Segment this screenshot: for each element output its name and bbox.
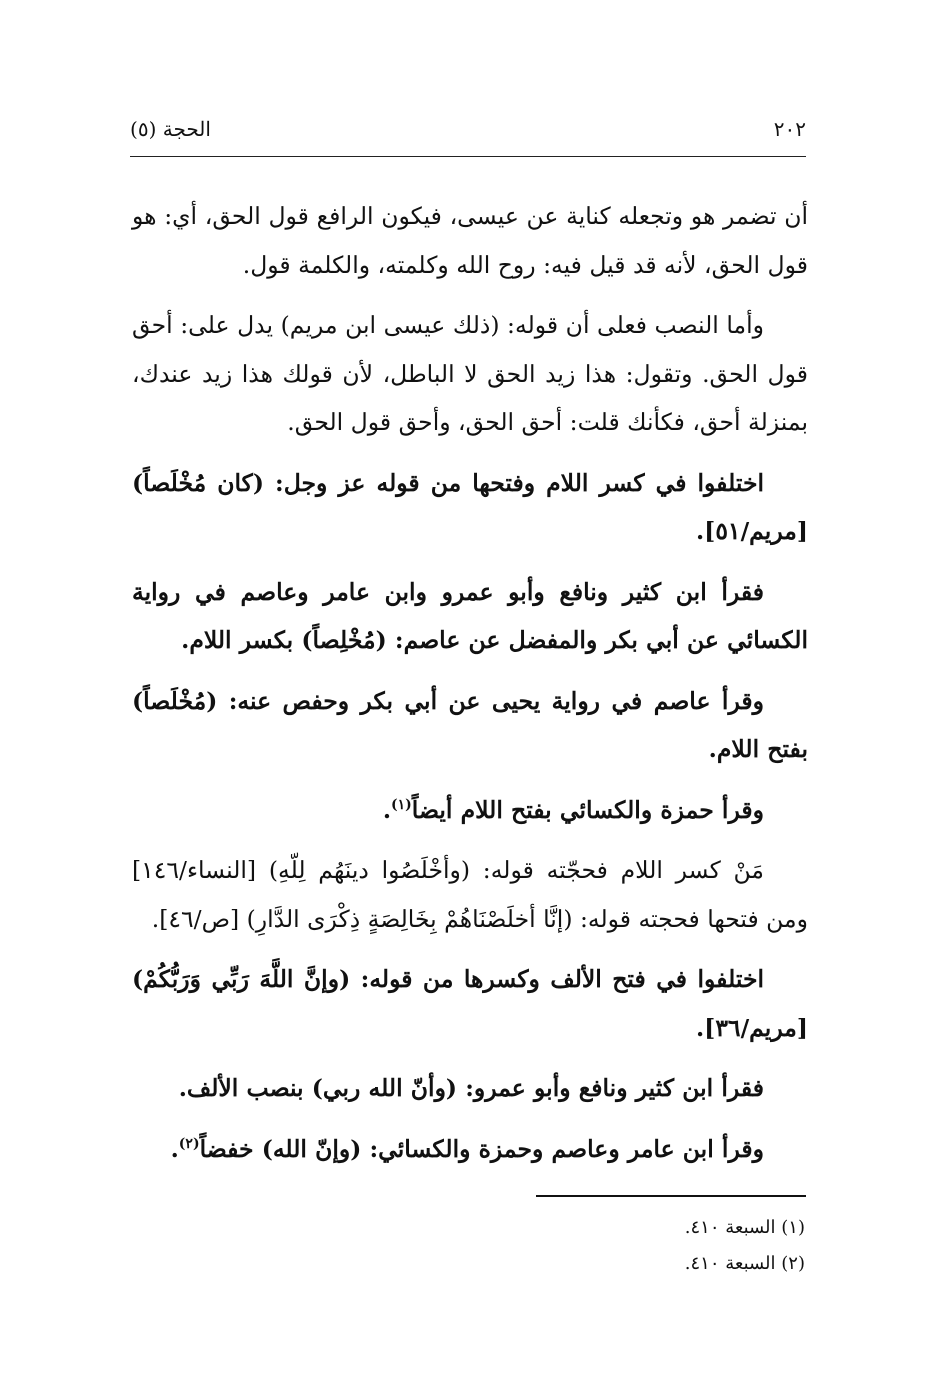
- paragraph-6-text: وقرأ حمزة والكسائي بفتح اللام أيضاً: [411, 795, 764, 824]
- paragraph-10: [132, 1125, 808, 1174]
- paragraph-2: وأما النصب فعلى أن قوله: (ذلك عيسى ابن مريم) يدل على: أحق قول الحق. وتقول: هذا زيد الحق لا الباطل، لأن قولك هذا زيد عندك، بمنزلة أحق، فكأنك قلت: أحق الحق، وأحق قول الحق.: [132, 311, 808, 436]
- footnote-mark-1: (١): [391, 796, 412, 813]
- paragraph-5: وقرأ عاصم في رواية يحيى عن أبي بكر وحفص عنه: (مُخْلَصاً) بفتح اللام.: [132, 686, 808, 763]
- page-number: ٢٠٢: [773, 117, 806, 141]
- footnote-2: (٢) السبعة ٤١٠.: [684, 1253, 805, 1274]
- header-rule: [130, 156, 806, 157]
- paragraph-10-end: .: [170, 1134, 179, 1163]
- paragraph-8: اختلفوا في فتح الألف وكسرها من قوله: (وإنَّ اللَّهَ رَبِّي وَرَبُّكُمْ) [مريم/٣٦].: [132, 965, 808, 1042]
- paragraph-1: أن تضمر هو وتجعله كناية عن عيسى، فيكون الرافع قول الحق، أي: هو قول الحق، لأنه قد قيل فيه: روح الله وكلمته، والكلمة قول.: [132, 202, 808, 279]
- paragraph-10-text: وقرأ ابن عامر وعاصم وحمزة والكسائي: (وإنّ الله) خفضاً: [199, 1134, 764, 1163]
- footnote-1: (١) السبعة ٤١٠.: [684, 1217, 805, 1238]
- paragraph-6-end: .: [382, 795, 392, 824]
- paragraph-9: فقرأ ابن كثير ونافع وأبو عمرو: (وأنّ الله ربي) بنصب الألف.: [178, 1074, 764, 1102]
- footnote-mark-2: (٢): [178, 1135, 200, 1152]
- running-header: [130, 112, 806, 146]
- running-title: الحجة (٥): [130, 117, 211, 141]
- paragraph-6: [132, 786, 808, 835]
- paragraph-3: اختلفوا في كسر اللام وفتحها من قوله عز وجل: (كان مُخْلَصاً) [مريم/٥١].: [132, 468, 808, 545]
- footnotes: [400, 1210, 805, 1282]
- paragraph-7: مَنْ كسر اللام فحجّته قوله: (وأخْلَصُوا دينَهُم لِلّهِ) [النساء/١٤٦] ومن فتحها فحجته قوله: (إنَّا أخلَصْنَاهُمْ بِخَالِصَةٍ ذِكْرَى الدَّارِ) [ص/٤٦].: [132, 856, 808, 933]
- paragraph-4: فقرأ ابن كثير ونافع وأبو عمرو وابن عامر وعاصم في رواية الكسائي عن أبي بكر والمفضل عن عاصم: (مُخْلِصاً) بكسر اللام.: [132, 577, 808, 654]
- body-text: [132, 192, 808, 1185]
- footnote-rule: [536, 1195, 806, 1197]
